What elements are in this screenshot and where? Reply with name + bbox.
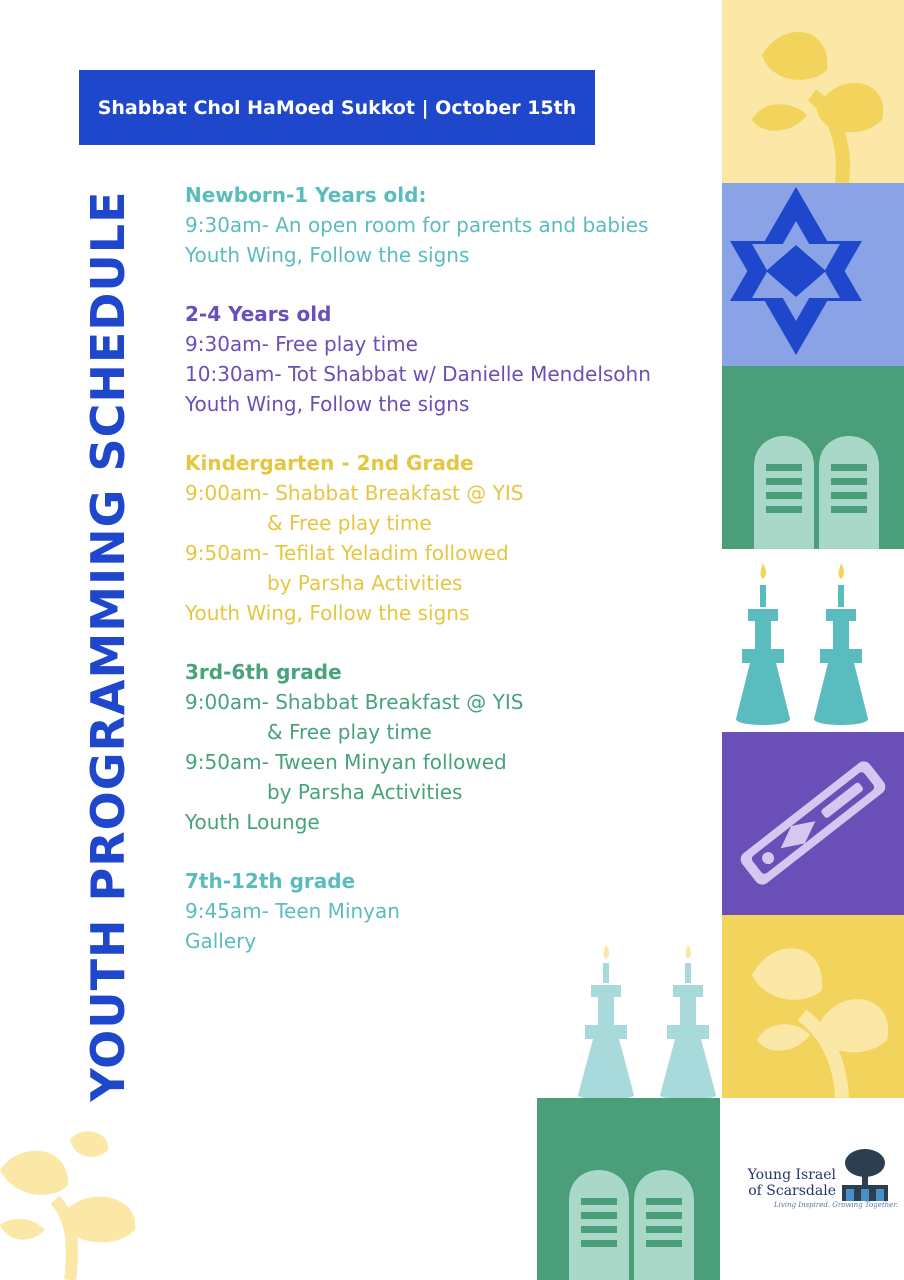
schedule-line: 9:50am- Tefilat Yeladim followed bbox=[185, 541, 509, 565]
schedule-line: 9:30am- Free play time bbox=[185, 332, 418, 356]
leaf-tile-yellow bbox=[722, 915, 904, 1098]
date-banner bbox=[79, 70, 595, 145]
section-heading: Newborn-1 Years old: bbox=[185, 183, 427, 207]
organization-logo bbox=[734, 1145, 899, 1220]
schedule-line: 9:00am- Shabbat Breakfast @ YIS bbox=[185, 481, 524, 505]
candles-tile bbox=[722, 549, 904, 732]
schedule bbox=[185, 180, 705, 985]
tablets-tile-top bbox=[722, 366, 904, 549]
schedule-line: & Free play time bbox=[267, 720, 432, 744]
leaf-icon bbox=[0, 1130, 170, 1280]
section-heading: Kindergarten - 2nd Grade bbox=[185, 451, 474, 475]
schedule-line: 9:30am- An open room for parents and babies bbox=[185, 213, 649, 237]
logo-line-1: Young Israel bbox=[747, 1167, 836, 1183]
section-newborn bbox=[185, 180, 705, 270]
schedule-line: 9:45am- Teen Minyan bbox=[185, 899, 400, 923]
section-heading: 2-4 Years old bbox=[185, 302, 332, 326]
section-location: Gallery bbox=[185, 929, 257, 953]
section-heading: 7th-12th grade bbox=[185, 869, 356, 893]
leaf-icon bbox=[722, 0, 904, 183]
candles-bottom bbox=[560, 945, 725, 1100]
candlesticks-icon bbox=[560, 945, 725, 1100]
star-of-david-icon bbox=[722, 183, 904, 366]
section-location: Youth Wing, Follow the signs bbox=[185, 601, 470, 625]
schedule-line: 10:30am- Tot Shabbat w/ Danielle Mendelsohn bbox=[185, 362, 651, 386]
section-kindergarten bbox=[185, 448, 705, 628]
schedule-line: by Parsha Activities bbox=[267, 571, 463, 595]
star-tile bbox=[722, 183, 904, 366]
schedule-line: 9:50am- Tween Minyan followed bbox=[185, 750, 507, 774]
tablets-tile-bottom bbox=[537, 1098, 720, 1280]
section-heading: 3rd-6th grade bbox=[185, 660, 342, 684]
section-7-12 bbox=[185, 866, 705, 956]
schedule-line: by Parsha Activities bbox=[267, 780, 463, 804]
section-2-4 bbox=[185, 299, 705, 419]
page-title: YOUTH PROGRAMMING SCHEDULE bbox=[81, 190, 135, 1102]
tablets-icon bbox=[722, 366, 904, 549]
section-location: Youth Wing, Follow the signs bbox=[185, 243, 470, 267]
tablets-icon bbox=[537, 1098, 720, 1280]
section-location: Youth Wing, Follow the signs bbox=[185, 392, 470, 416]
tree-building-icon bbox=[838, 1147, 892, 1201]
leaf-decoration-bottom-left bbox=[0, 1130, 170, 1280]
leaf-tile-top bbox=[722, 0, 904, 183]
section-location: Youth Lounge bbox=[185, 810, 320, 834]
mezuzah-icon bbox=[722, 732, 904, 915]
logo-line-2: of Scarsdale bbox=[748, 1183, 836, 1199]
section-3-6 bbox=[185, 657, 705, 837]
candlesticks-icon bbox=[722, 549, 904, 732]
logo-tagline: Living Inspired. Growing Together. bbox=[774, 1201, 899, 1209]
schedule-line: 9:00am- Shabbat Breakfast @ YIS bbox=[185, 690, 524, 714]
schedule-line: & Free play time bbox=[267, 511, 432, 535]
mezuzah-tile bbox=[722, 732, 904, 915]
banner-text: Shabbat Chol HaMoed Sukkot | October 15th bbox=[97, 96, 577, 119]
leaf-icon bbox=[722, 915, 904, 1098]
